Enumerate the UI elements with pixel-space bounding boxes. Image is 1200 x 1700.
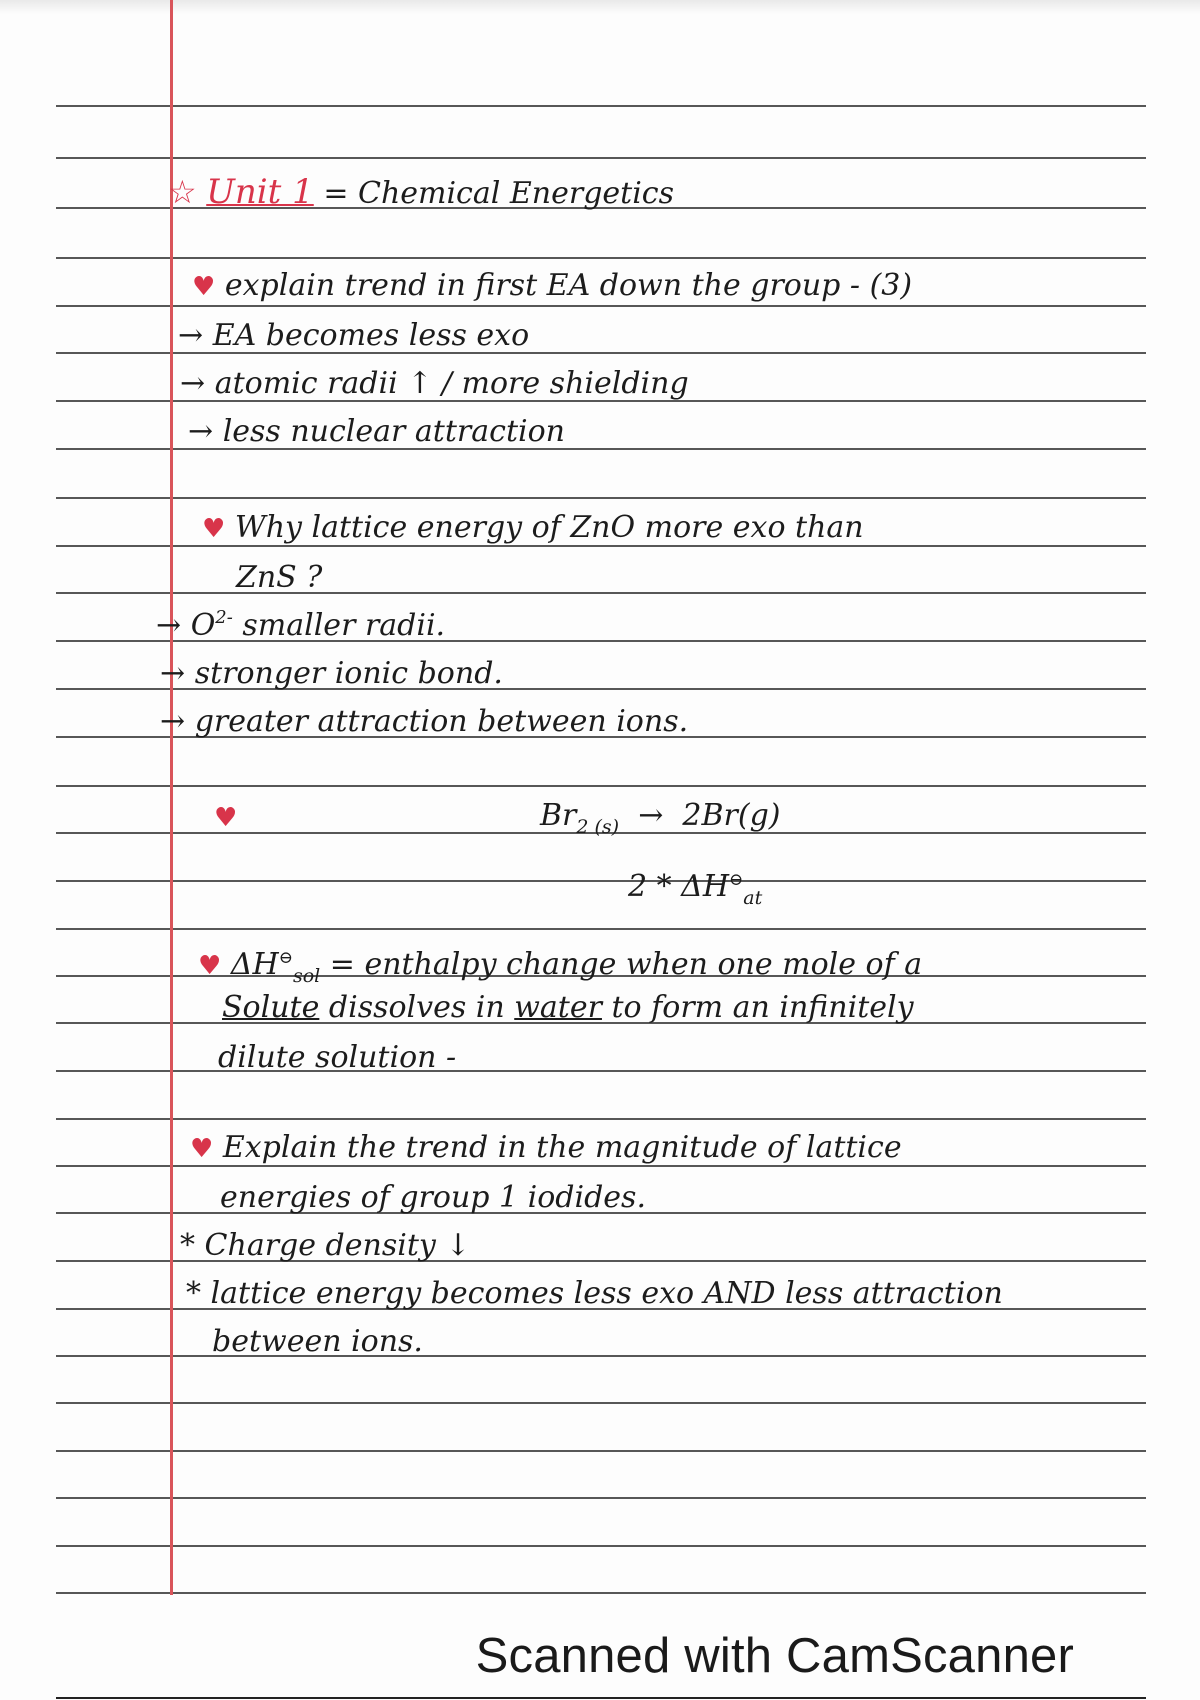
q2-question-line-2: ZnS ? bbox=[236, 560, 323, 595]
heart-icon: ♥ bbox=[190, 1134, 214, 1164]
reaction-arrow: → bbox=[638, 798, 664, 833]
arrow-icon: → bbox=[160, 656, 186, 691]
title-text: = Chemical Energetics bbox=[323, 176, 674, 211]
q1-line-2: → atomic radii ↑ / more shielding bbox=[180, 366, 689, 401]
arrow-icon: → bbox=[188, 414, 214, 449]
page-title bbox=[168, 174, 674, 212]
q5-line-3: between ions. bbox=[212, 1324, 423, 1359]
atomisation-enthalpy: $2 * \Delta H^⊖_{at}$ bbox=[628, 869, 763, 909]
atomisation-equation: $Br_{2 (s)} \to 2Br(g)$ bbox=[540, 798, 781, 838]
oxide-ion: $O^{2-}$ bbox=[190, 607, 233, 643]
q2-line-3: → greater attraction between ions. bbox=[160, 704, 689, 739]
solution-enthalpy-definition-line-2: Solute dissolves in water to form an infinitely bbox=[222, 990, 914, 1025]
q5-line-1: * Charge density ↓ bbox=[180, 1228, 471, 1263]
arrow-icon: → bbox=[180, 366, 206, 401]
q1-line-3: → less nuclear attraction bbox=[188, 414, 565, 449]
scanner-watermark: Scanned with CamScanner bbox=[475, 1629, 1074, 1683]
heart-icon: ♥ bbox=[192, 272, 216, 302]
q1-line-1: → EA becomes less exo bbox=[178, 318, 530, 353]
heart-icon: ♥ bbox=[214, 803, 238, 833]
q2-line-1: → $O^{2-}$ smaller radii. bbox=[156, 607, 446, 643]
asterisk-icon: * bbox=[186, 1276, 201, 1311]
heart-icon: ♥ bbox=[198, 951, 222, 981]
q5-question-line-1: ♥ Explain the trend in the magnitude of lattice bbox=[190, 1130, 902, 1165]
q2-line-2: → stronger ionic bond. bbox=[160, 656, 503, 691]
scan-edge-shadow bbox=[0, 0, 1200, 14]
enthalpy-symbol: $\Delta H^⊖_{sol}$ bbox=[230, 947, 321, 987]
arrow-icon: → bbox=[156, 608, 182, 643]
margin-line bbox=[170, 0, 173, 1595]
arrow-icon: → bbox=[178, 318, 204, 353]
q5-line-2: * lattice energy becomes less exo AND less attraction bbox=[186, 1276, 1003, 1311]
arrow-icon: → bbox=[160, 704, 186, 739]
asterisk-icon: * bbox=[180, 1228, 195, 1263]
bottom-rule bbox=[56, 1697, 1146, 1699]
solution-enthalpy-definition-line-3: dilute solution - bbox=[218, 1040, 457, 1075]
q1-question: ♥ explain trend in first EA down the group - (3) bbox=[192, 268, 913, 303]
solution-enthalpy-definition-line-1: ♥ $\Delta H^⊖_{sol}$ = enthalpy change when one mole of a bbox=[198, 947, 923, 987]
title-unit: Unit 1 bbox=[206, 172, 314, 212]
q5-question-line-2: energies of group 1 iodides. bbox=[220, 1180, 646, 1215]
q2-question-line-1: ♥ Why lattice energy of ZnO more exo than bbox=[202, 510, 864, 545]
star-icon: ☆ bbox=[168, 173, 197, 211]
heart-icon: ♥ bbox=[202, 514, 226, 544]
